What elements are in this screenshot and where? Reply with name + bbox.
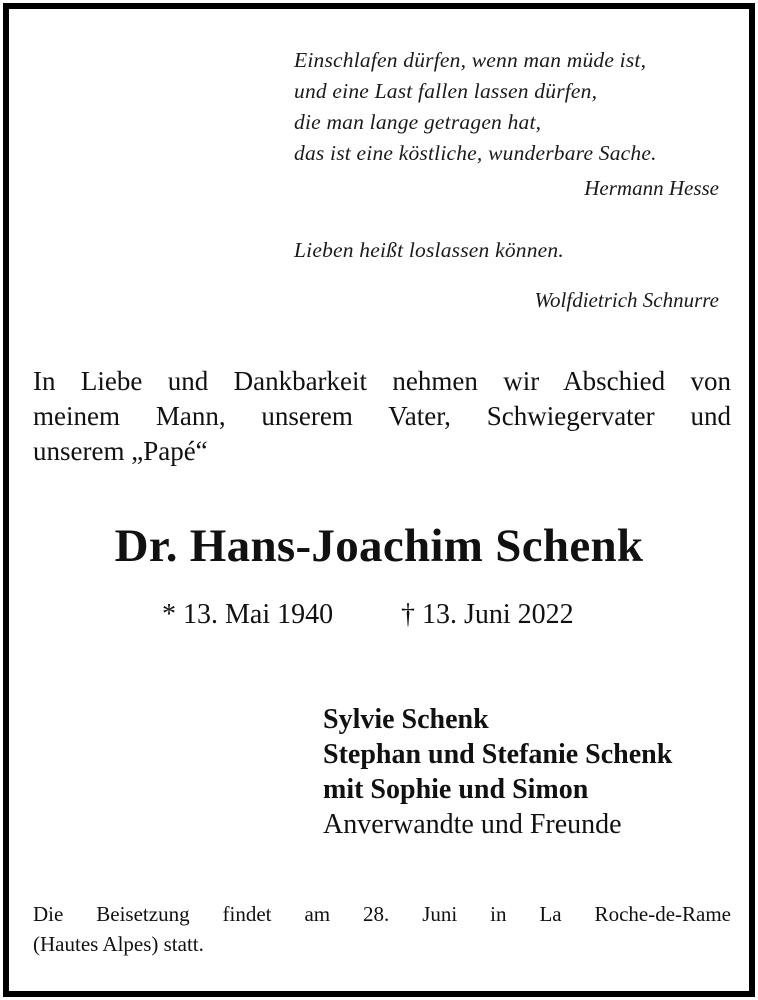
obituary-notice [3,3,755,997]
intro-line: meinem Mann, unserem Vater, Schwiegervater und [33,401,731,431]
funeral-notice [33,899,731,959]
intro-line: unserem „Papé“ [33,436,208,466]
quote-hesse [294,45,657,169]
funeral-line: Die Beisetzung findet am 28. Juni in La Roche-de-Rame [33,902,731,926]
farewell-intro [33,364,731,469]
quote-line: die man lange getragen hat, [294,110,542,134]
birth-date: * 13. Mai 1940 [162,599,334,630]
mourner-name: Stephan und Stefanie Schenk [323,739,673,770]
mourner-name: Sylvie Schenk [323,704,489,735]
quote-author-hesse: Hermann Hesse [584,176,719,200]
mourners-list [323,702,672,842]
deceased-name: Dr. Hans-Joachim Schenk [114,520,644,572]
quote-author-schnurre: Wolfdietrich Schnurre [534,288,719,312]
death-date: † 13. Juni 2022 [401,599,574,630]
quote-line: und eine Last fallen lassen dürfen, [294,79,598,103]
funeral-line: (Hautes Alpes) statt. [33,932,204,956]
quote-line: Einschlafen dürfen, wenn man müde ist, [294,48,647,72]
intro-line: In Liebe und Dankbarkeit nehmen wir Abschied von [33,366,731,396]
quote-line: Lieben heißt loslassen können. [294,238,564,262]
mourner-name: Anverwandte und Freunde [323,809,622,840]
mourner-name: mit Sophie und Simon [323,774,589,805]
quote-schnurre [294,235,564,266]
quote-line: das ist eine köstliche, wunderbare Sache. [294,141,657,165]
